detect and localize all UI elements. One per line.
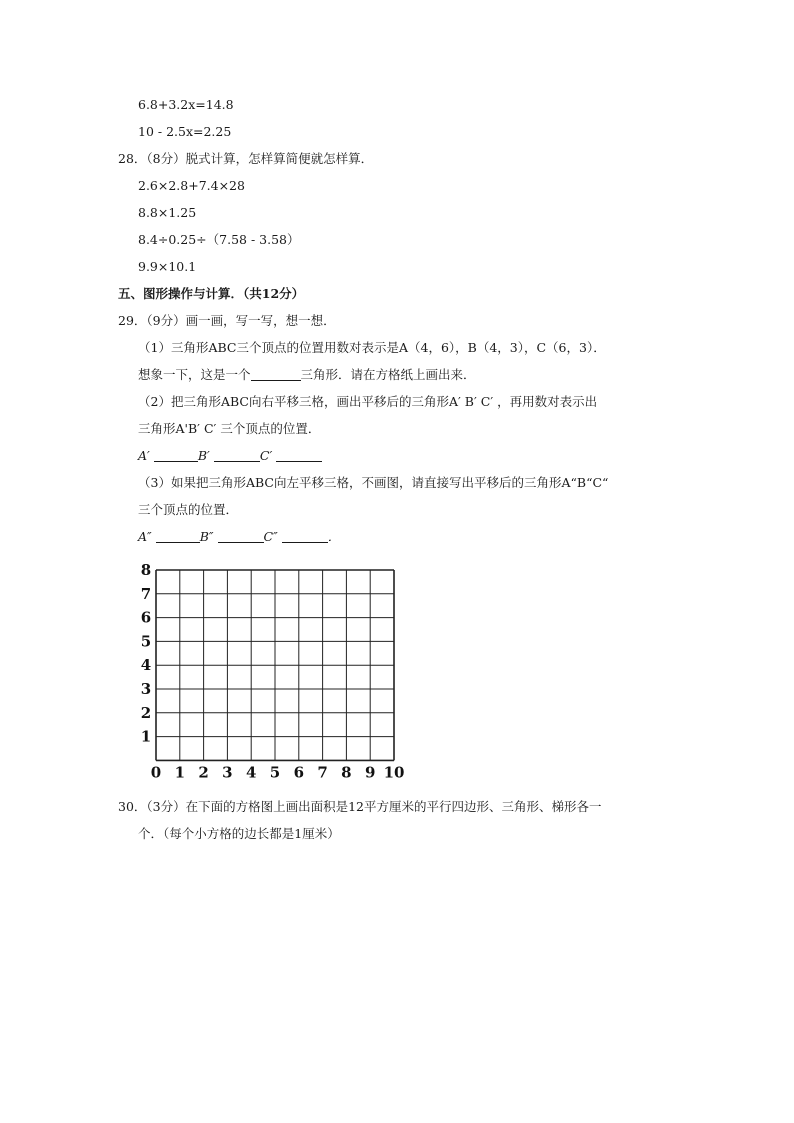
equation-1: 6.8+3.2x=14.8 [138,97,234,112]
x-tick-label: 8 [341,763,352,782]
q29-part2-line1: （2）把三角形ABC向右平移三格，画出平移后的三角形A′ B′ C′ ，再用数对表示出 [138,394,598,409]
y-tick-label: 6 [140,608,152,627]
q29-part1-text-a: 想象一下，这是一个 [138,367,251,382]
a-prime-blank[interactable] [154,449,198,462]
x-tick-label: 4 [245,763,257,782]
label-a-prime: A′ [138,448,150,463]
c-prime-blank[interactable] [276,449,322,462]
x-tick-label: 1 [174,763,186,782]
b-double-prime-blank[interactable] [218,530,264,543]
q28-item-2: 8.8×1.25 [138,205,197,220]
q28-item-3: 8.4÷0.25÷（7.58 - 3.58） [138,232,300,247]
q28-item-4: 9.9×10.1 [138,259,197,274]
x-tick-label: 2 [198,763,209,782]
y-tick-label: 5 [140,632,152,651]
equation-2: 10 - 2.5x=2.25 [138,124,232,139]
q29-part3-line2: 三个顶点的位置． [138,502,239,517]
coordinate-grid[interactable] [138,561,405,784]
label-b-prime: B′ [197,448,210,463]
q29-part3-answers [138,529,340,545]
question-29-title: 29．（9分）画一画，写一写，想一想． [118,313,336,328]
x-tick-label: 7 [317,763,328,782]
label-c-prime: C′ [259,448,273,463]
x-tick-label: 3 [222,763,233,782]
x-tick-label: 5 [269,763,281,782]
label-b-double-prime: B″ [199,529,214,544]
question-28-title: 28．（8分）脱式计算，怎样算简便就怎样算． [118,151,374,166]
question-30-line1: 30．（3分）在下面的方格图上画出面积是12平方厘米的平行四边形、三角形、梯形各一 [118,799,602,814]
q29-part2-answers [138,448,322,464]
q29-part1-line1: （1）三角形ABC三个顶点的位置用数对表示是A（4，6），B（4，3），C（6，3）． [138,340,606,355]
question-30-line2: 个．（每个小方格的边长都是1厘米） [138,826,340,841]
q28-item-1: 2.6×2.8+7.4×28 [138,178,245,193]
c-double-prime-blank[interactable] [282,530,328,543]
section-5-heading: 五、图形操作与计算．（共12分） [118,286,305,301]
y-tick-label: 8 [140,561,152,579]
y-tick-label: 4 [140,656,152,675]
q29-part1-text-b: 三角形．请在方格纸上画出来． [300,367,476,382]
q29-part3-line1: （3）如果把三角形ABC向左平移三格，不画图，请直接写出平移后的三角形A“B“C“ [138,475,609,490]
x-tick-label: 0 [150,763,162,782]
y-tick-label: 7 [140,584,152,603]
x-tick-label: 9 [364,763,376,782]
x-tick-label: 6 [293,763,305,782]
y-tick-label: 3 [140,680,152,698]
label-a-double-prime: A″ [138,529,152,544]
y-tick-label: 2 [140,703,152,722]
a-double-prime-blank[interactable] [156,530,200,543]
b-prime-blank[interactable] [214,449,260,462]
grid-figure[interactable] [138,561,405,784]
label-c-double-prime: C″ [263,529,278,544]
q29-part3-end: ． [327,529,341,544]
q29-part2-line2: 三角形A'B′ C′ 三个顶点的位置． [138,421,321,436]
y-tick-label: 1 [140,727,152,746]
triangle-type-blank[interactable] [251,368,301,381]
q29-part1-line2 [138,367,476,383]
x-tick-label: 10 [383,763,405,782]
